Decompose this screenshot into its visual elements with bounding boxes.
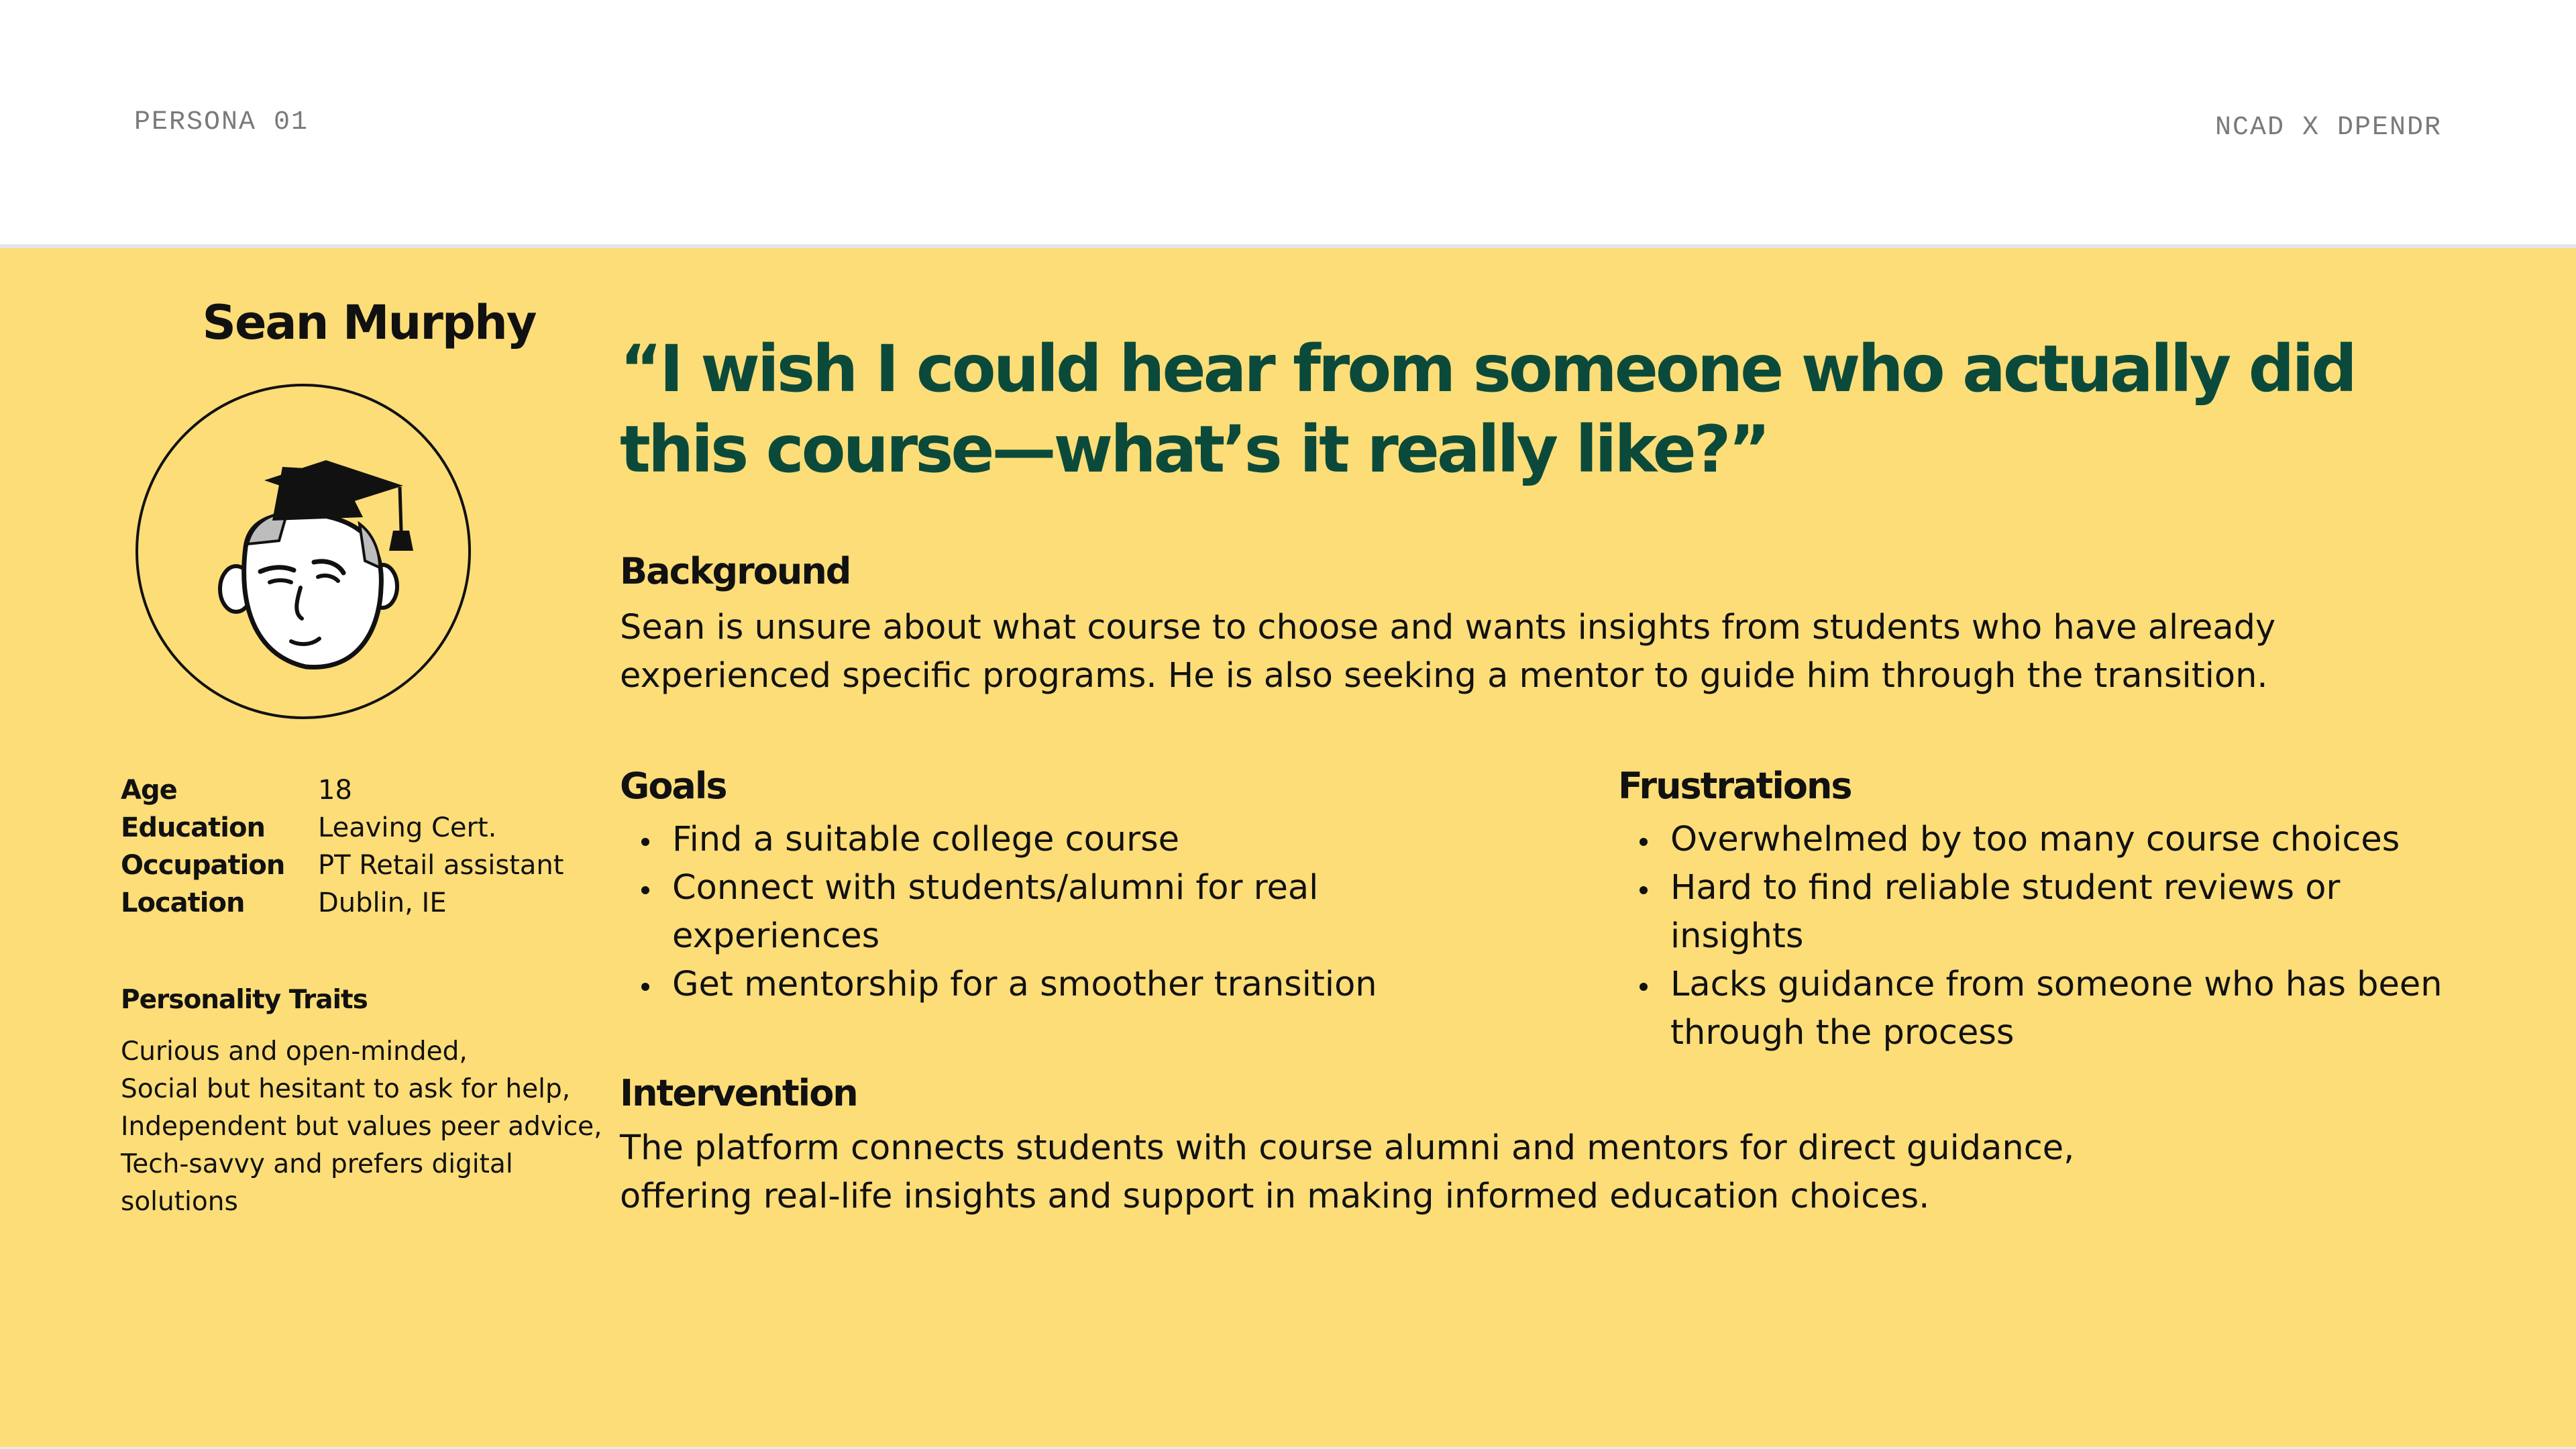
fact-value: Dublin, IE [318,888,447,918]
fact-value: Leaving Cert. [318,812,497,843]
project-label: NCAD X DPENDR [2214,113,2442,143]
intervention-heading: Intervention [620,1072,857,1114]
goal-item: Find a suitable college course [620,816,1385,864]
frustration-item: Lacks guidance from someone who has been through the process [1618,961,2483,1057]
persona-panel [0,248,2576,1449]
traits-list [121,1033,602,1221]
fact-label: Occupation [121,850,285,881]
background-text: Sean is unsure about what course to choose and wants insights from students who have already experienced specific programs. He is also seeking a mentor to guide him through the transition. [620,608,2276,696]
student-graduation-cap-icon [138,386,468,716]
avatar [136,384,471,719]
fact-label: Education [121,812,265,843]
persona-number: PERSONA 01 [134,107,309,138]
goals-list [620,816,1385,1009]
fact-label: Age [121,775,177,806]
frustration-item: Hard to find reliable student reviews or insights [1618,864,2483,961]
fact-age [121,771,590,809]
trait-line: solutions [121,1187,238,1217]
goal-item: Get mentorship for a smoother transition [620,961,1385,1009]
persona-quote: “I wish I could hear from someone who actually did this course—what’s it really like?” [620,331,2355,487]
persona-facts [121,771,590,922]
trait-line: Curious and open-minded, [121,1036,468,1067]
goals-heading: Goals [620,765,727,807]
page-header [0,0,2576,244]
trait-line: Social but hesitant to ask for help, [121,1074,571,1104]
fact-location [121,884,590,922]
goal-item: Connect with students/alumni for real experiences [620,864,1385,961]
frustrations-heading: Frustrations [1618,765,1851,807]
traits-heading: Personality Traits [121,985,368,1015]
fact-label: Location [121,888,245,918]
trait-line: Independent but values peer advice, [121,1112,602,1142]
fact-value: PT Retail assistant [318,850,564,881]
frustration-item: Overwhelmed by too many course choices [1618,816,2483,864]
fact-occupation [121,847,590,884]
fact-education [121,809,590,847]
trait-line: Tech-savvy and prefers digital [121,1149,513,1179]
intervention-text: The platform connects students with course alumni and mentors for direct guidance, offering real-life insights and support in making informed education choices. [620,1128,2075,1216]
fact-value: 18 [318,775,352,806]
frustrations-list [1618,816,2483,1057]
background-heading: Background [620,550,851,592]
persona-name: Sean Murphy [202,295,536,350]
